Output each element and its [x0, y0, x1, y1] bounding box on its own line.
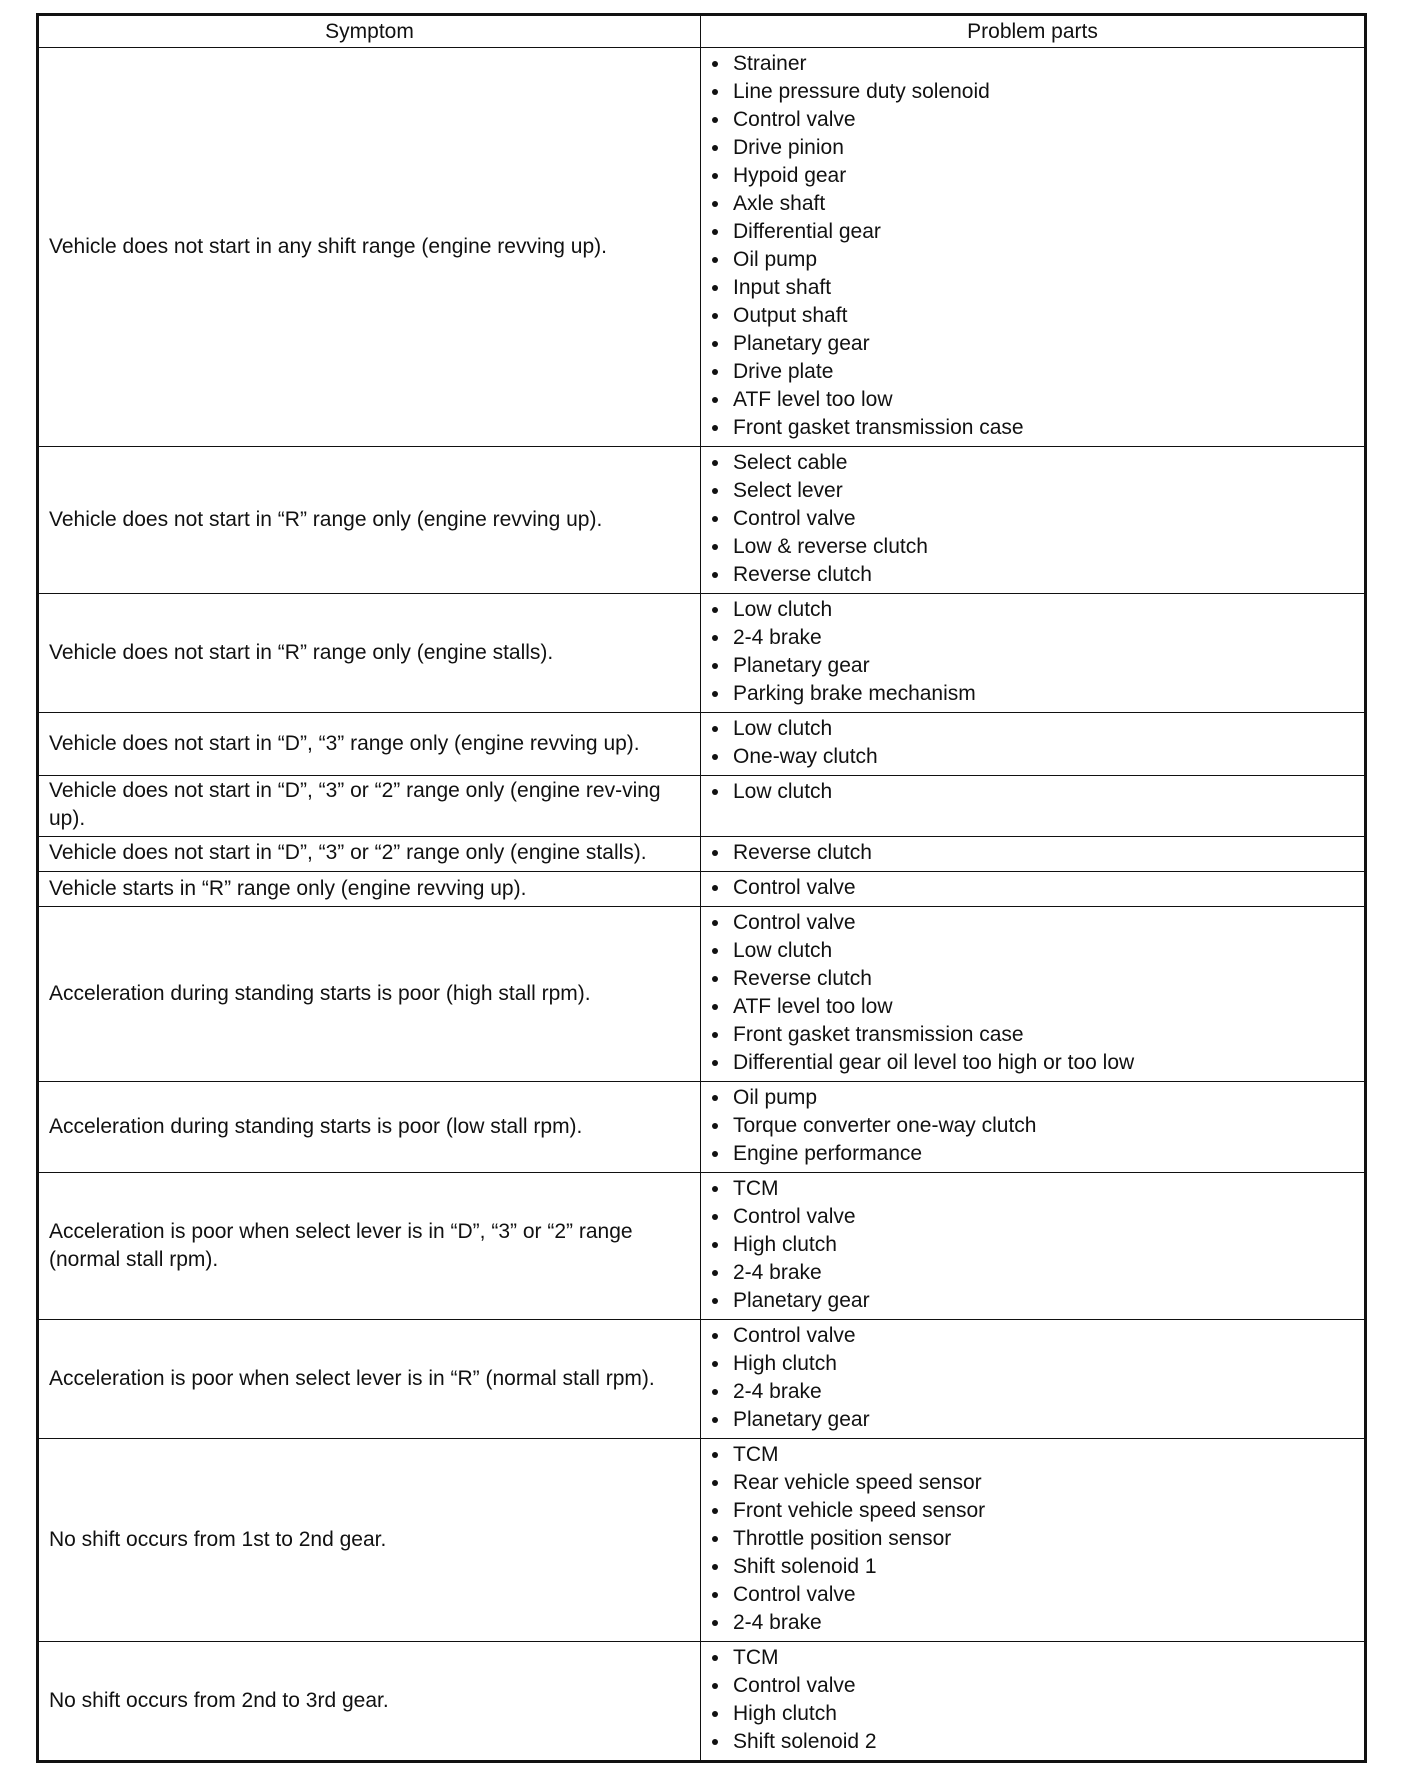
table-row: [38, 1320, 1366, 1439]
problem-parts-cell: [701, 872, 1366, 907]
problem-part-item: Control valve: [709, 1322, 1356, 1350]
problem-part-item: Parking brake mechanism: [709, 680, 1356, 708]
table-row: [38, 713, 1366, 776]
problem-part-item: 2-4 brake: [709, 624, 1356, 652]
problem-part-item: Line pressure duty solenoid: [709, 78, 1356, 106]
problem-parts-list: [709, 1441, 1356, 1637]
symptom-column-header: Symptom: [38, 15, 701, 48]
problem-part-item: Oil pump: [709, 246, 1356, 274]
problem-part-item: Shift solenoid 1: [709, 1553, 1356, 1581]
symptom-cell: Acceleration during standing starts is poor (high stall rpm).: [38, 907, 701, 1082]
symptom-cell: Vehicle does not start in any shift range (engine revving up).: [38, 48, 701, 447]
problem-parts-cell: [701, 776, 1366, 837]
table-row: [38, 872, 1366, 907]
header-row: [38, 15, 1366, 48]
problem-part-item: Differential gear oil level too high or too low: [709, 1049, 1356, 1077]
problem-part-item: Low & reverse clutch: [709, 533, 1356, 561]
problem-part-item: High clutch: [709, 1350, 1356, 1378]
symptom-cell: Vehicle does not start in “R” range only (engine stalls).: [38, 594, 701, 713]
problem-part-item: Differential gear: [709, 218, 1356, 246]
problem-part-item: Select lever: [709, 477, 1356, 505]
problem-parts-list: [709, 50, 1356, 442]
problem-part-item: ATF level too low: [709, 386, 1356, 414]
problem-parts-cell: [701, 1439, 1366, 1642]
problem-part-item: ATF level too low: [709, 993, 1356, 1021]
problem-parts-list: [709, 909, 1356, 1077]
table-row: [38, 1642, 1366, 1762]
problem-parts-cell: [701, 1320, 1366, 1439]
table-body: [38, 48, 1366, 1762]
problem-part-item: Drive plate: [709, 358, 1356, 386]
problem-parts-list: [709, 715, 1356, 771]
symptom-cell: Vehicle does not start in “D”, “3” range only (engine revving up).: [38, 713, 701, 776]
problem-part-item: Select cable: [709, 449, 1356, 477]
problem-part-item: High clutch: [709, 1231, 1356, 1259]
table-row: [38, 594, 1366, 713]
table-row: [38, 907, 1366, 1082]
problem-part-item: Drive pinion: [709, 134, 1356, 162]
table-row: [38, 48, 1366, 447]
symptom-cell: Acceleration is poor when select lever is in “D”, “3” or “2” range (normal stall rpm).: [38, 1173, 701, 1320]
problem-parts-cell: [701, 713, 1366, 776]
table-row: [38, 1173, 1366, 1320]
problem-part-item: Reverse clutch: [709, 839, 1356, 867]
problem-part-item: Output shaft: [709, 302, 1356, 330]
symptom-cell: Vehicle does not start in “R” range only (engine revving up).: [38, 447, 701, 594]
table-row: [38, 776, 1366, 837]
problem-part-item: Rear vehicle speed sensor: [709, 1469, 1356, 1497]
symptom-cell: No shift occurs from 1st to 2nd gear.: [38, 1439, 701, 1642]
problem-part-item: Strainer: [709, 50, 1356, 78]
problem-part-item: Front gasket transmission case: [709, 1021, 1356, 1049]
problem-part-item: Shift solenoid 2: [709, 1728, 1356, 1756]
problem-parts-cell: [701, 48, 1366, 447]
problem-parts-list: [709, 874, 1356, 902]
problem-parts-list: [709, 1175, 1356, 1315]
problem-part-item: Planetary gear: [709, 1287, 1356, 1315]
problem-part-item: Low clutch: [709, 778, 1356, 806]
table-row: [38, 1439, 1366, 1642]
problem-parts-cell: [701, 1173, 1366, 1320]
problem-part-item: Reverse clutch: [709, 561, 1356, 589]
problem-parts-cell: [701, 907, 1366, 1082]
symptom-cell: Vehicle does not start in “D”, “3” or “2” range only (engine stalls).: [38, 837, 701, 872]
problem-parts-list: [709, 1322, 1356, 1434]
problem-part-item: Low clutch: [709, 937, 1356, 965]
problem-part-item: Front vehicle speed sensor: [709, 1497, 1356, 1525]
table-row: [38, 447, 1366, 594]
problem-part-item: Control valve: [709, 505, 1356, 533]
problem-part-item: Axle shaft: [709, 190, 1356, 218]
problem-part-item: Hypoid gear: [709, 162, 1356, 190]
problem-part-item: Low clutch: [709, 596, 1356, 624]
problem-parts-list: [709, 1644, 1356, 1756]
problem-part-item: 2-4 brake: [709, 1609, 1356, 1637]
symptom-cell: Vehicle does not start in “D”, “3” or “2” range only (engine rev-ving up).: [38, 776, 701, 837]
problem-part-item: Front gasket transmission case: [709, 414, 1356, 442]
problem-part-item: Reverse clutch: [709, 965, 1356, 993]
table-row: [38, 837, 1366, 872]
problem-part-item: Input shaft: [709, 274, 1356, 302]
problem-part-item: TCM: [709, 1441, 1356, 1469]
problem-parts-list: [709, 839, 1356, 867]
problem-part-item: Control valve: [709, 1203, 1356, 1231]
problem-part-item: Control valve: [709, 1581, 1356, 1609]
problem-part-item: Planetary gear: [709, 330, 1356, 358]
problem-part-item: Control valve: [709, 874, 1356, 902]
problem-part-item: Torque converter one-way clutch: [709, 1112, 1356, 1140]
problem-part-item: Low clutch: [709, 715, 1356, 743]
problem-parts-cell: [701, 594, 1366, 713]
problem-parts-cell: [701, 1082, 1366, 1173]
problem-parts-column-header: Problem parts: [701, 15, 1366, 48]
problem-parts-list: [709, 1084, 1356, 1168]
symptom-table: [36, 13, 1367, 1763]
symptom-cell: No shift occurs from 2nd to 3rd gear.: [38, 1642, 701, 1762]
problem-part-item: Control valve: [709, 909, 1356, 937]
problem-part-item: Planetary gear: [709, 652, 1356, 680]
problem-parts-cell: [701, 837, 1366, 872]
problem-parts-cell: [701, 447, 1366, 594]
problem-part-item: Control valve: [709, 106, 1356, 134]
symptom-cell: Acceleration during standing starts is poor (low stall rpm).: [38, 1082, 701, 1173]
problem-part-item: 2-4 brake: [709, 1259, 1356, 1287]
problem-part-item: TCM: [709, 1644, 1356, 1672]
problem-part-item: Control valve: [709, 1672, 1356, 1700]
problem-parts-cell: [701, 1642, 1366, 1762]
problem-part-item: Throttle position sensor: [709, 1525, 1356, 1553]
problem-part-item: Oil pump: [709, 1084, 1356, 1112]
problem-part-item: One-way clutch: [709, 743, 1356, 771]
problem-part-item: TCM: [709, 1175, 1356, 1203]
symptom-cell: Vehicle starts in “R” range only (engine revving up).: [38, 872, 701, 907]
problem-parts-list: [709, 449, 1356, 589]
problem-part-item: Engine performance: [709, 1140, 1356, 1168]
problem-part-item: High clutch: [709, 1700, 1356, 1728]
problem-part-item: Planetary gear: [709, 1406, 1356, 1434]
table-row: [38, 1082, 1366, 1173]
problem-part-item: 2-4 brake: [709, 1378, 1356, 1406]
problem-parts-list: [709, 596, 1356, 708]
problem-parts-list: [709, 778, 1356, 806]
symptom-cell: Acceleration is poor when select lever is in “R” (normal stall rpm).: [38, 1320, 701, 1439]
